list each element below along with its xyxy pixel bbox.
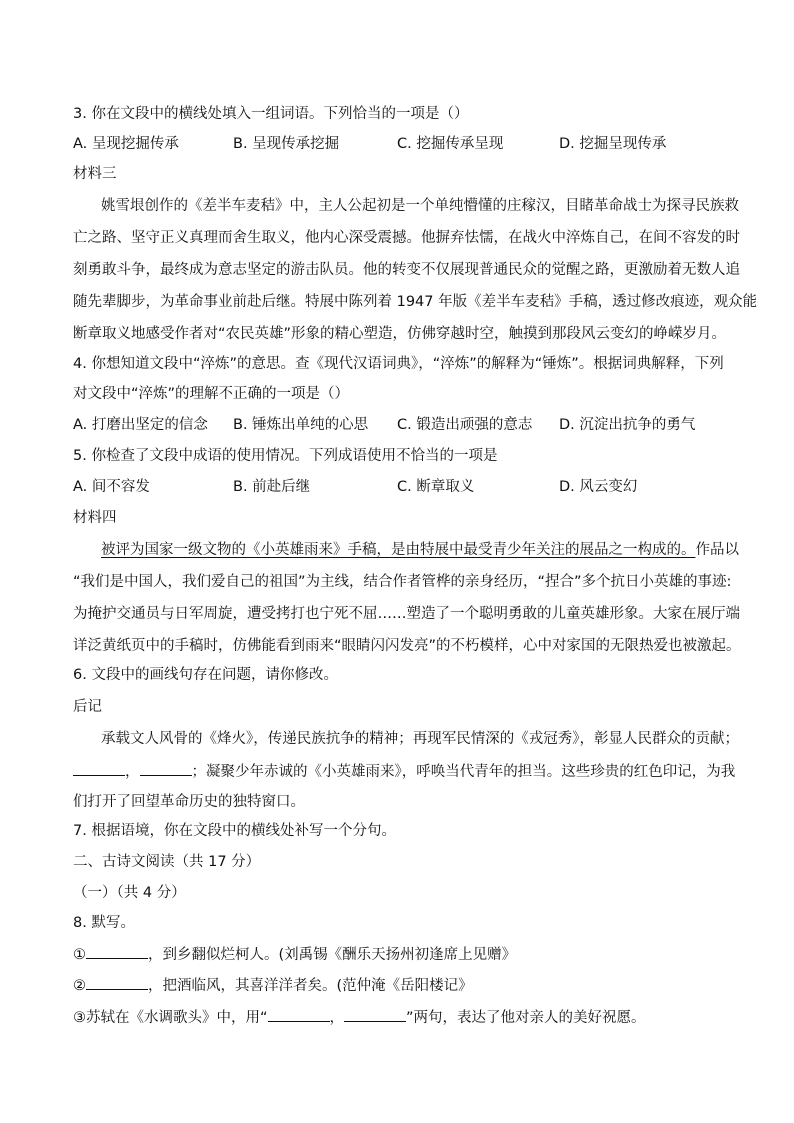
line-continuation: ；凝聚少年赤诚的《小英雄雨来》，呼唤当代青年的担当。这些珍贵的红色印记，为我: [191, 764, 736, 780]
postscript-heading: 后记: [73, 699, 102, 715]
option-d: D. 挖掘呈现传承: [559, 136, 667, 152]
question-5-stem: 5. 你检查了文段中成语的使用情况。下列成语使用不恰当的一项是: [73, 448, 498, 464]
option-d: D. 风云变幻: [559, 479, 638, 495]
item-text: ③苏轼在《水调歌头》中，用“: [73, 1010, 268, 1026]
option-a: A. 间不容发: [73, 479, 150, 495]
question-8-item-3: [73, 1007, 723, 1028]
fill-blank[interactable]: [73, 761, 125, 776]
item-marker: ①: [73, 947, 86, 963]
postscript-line: [73, 761, 736, 782]
question-3-stem: 3. 你在文段中的横线处填入一组词语。下列恰当的一项是（）: [73, 106, 469, 122]
fill-blank[interactable]: [268, 1007, 330, 1022]
section-2-heading: 二、古诗文阅读（共 17 分）: [73, 854, 261, 870]
fill-blank[interactable]: [86, 944, 148, 959]
material-4-heading: 材料四: [73, 510, 117, 526]
question-5-options: [73, 477, 723, 497]
option-a: A. 呈现挖掘传承: [73, 136, 179, 152]
option-c: C. 锻造出顽强的意志: [397, 417, 533, 433]
separator: ，: [125, 764, 140, 780]
question-7-stem: 7. 根据语境，你在文段中的横线处补写一个分句。: [73, 823, 396, 839]
material-4-line: 为掩护交通员与日军周旋，遭受拷打也宁死不屈……塑造了一个聪明勇敢的儿童英雄形象。大家在展厅端: [73, 606, 740, 622]
question-8-stem: 8. 默写。: [73, 915, 135, 931]
option-b: B. 前赴后继: [233, 479, 311, 495]
material-3-line: 刻勇敢斗争，最终成为意志坚定的游击队员。他的转变不仅展现普通民众的觉醒之路，更激励着无数人追: [73, 262, 740, 278]
material-3-line: 亡之路、坚守正义真理而舍生取义，他内心深受震撼。他摒弃怯懦，在战火中淬炼自己，在间不容发的时: [73, 230, 740, 246]
question-4-stem-line2: 对文段中“淬炼”的理解不正确的一项是（）: [73, 386, 350, 402]
option-d: D. 沉淀出抗争的勇气: [559, 417, 696, 433]
material-4-line: [101, 540, 739, 560]
item-marker: ②: [73, 978, 86, 994]
option-c: C. 挖掘传承呈现: [397, 136, 504, 152]
item-text: ，到乡翻似烂柯人。(刘禹锡《酬乐天扬州初逢席上见赠》: [148, 947, 517, 963]
material-4-line: 详泛黄纸页中的手稿时，仿佛能看到雨来“眼睛闪闪发亮”的不朽模样，心中对家国的无限热爱也被激起。: [73, 638, 741, 654]
item-text: ，把酒临风，其喜洋洋者矣。(范仲淹《岳阳楼记》: [148, 978, 473, 994]
postscript-line: 们打开了回望革命历史的独特窗口。: [73, 794, 305, 810]
underlined-sentence: 被评为国家一级文物的《小英雄雨来》手稿，是由特展中最受青少年关注的展品之一构成的。: [101, 542, 696, 558]
material-3-line: 姚雪垠创作的《差半车麦秸》中，主人公起初是一个单纯懵懂的庄稼汉，目睹革命战士为探寻民族救: [101, 198, 739, 214]
separator: ，: [329, 1010, 345, 1026]
question-3-options: [73, 134, 723, 154]
question-6-stem: 6. 文段中的画线句存在问题，请你修改。: [73, 667, 338, 683]
question-8-item-2: [73, 975, 723, 996]
line-continuation: 作品以: [695, 542, 739, 558]
question-4-stem-line1: 4. 你想知道文段中“淬炼”的意思。查《现代汉语词典》，“淬炼”的解释为“锤炼”。根据词典解释，下列: [73, 356, 724, 372]
item-text: ”两句，表达了他对亲人的美好祝愿。: [406, 1010, 646, 1026]
material-3-line: 断章取义地感受作者对“农民英雄”形象的精心塑造，仿佛穿越时空，触摸到那段风云变幻的峥嵘岁月。: [73, 326, 727, 342]
option-a: A. 打磨出坚定的信念: [73, 417, 208, 433]
fill-blank[interactable]: [86, 975, 148, 990]
postscript-line: 承载文人风骨的《烽火》，传递民族抗争的精神；再现军民情深的《戎冠秀》，彰显人民群众的贡献；: [101, 731, 739, 747]
option-b: B. 锤炼出单纯的心思: [233, 417, 369, 433]
question-4-options: [73, 415, 723, 435]
fill-blank[interactable]: [344, 1007, 406, 1022]
option-b: B. 呈现传承挖掘: [233, 136, 340, 152]
material-4-line: “我们是中国人，我们爱自己的祖国”为主线，结合作者管桦的亲身经历，“捏合”多个抗日小英雄的事迹:: [73, 574, 732, 590]
section-2-subheading: （一）（共 4 分）: [73, 885, 186, 901]
fill-blank[interactable]: [140, 761, 192, 776]
material-3-line: 随先辈脚步，为革命事业前赴后继。特展中陈列着 1947 年版《差半车麦秸》手稿，透过修改痕迹，观众能: [73, 294, 758, 310]
option-c: C. 断章取义: [397, 479, 475, 495]
question-8-item-1: [73, 944, 723, 965]
material-3-heading: 材料三: [73, 166, 117, 182]
